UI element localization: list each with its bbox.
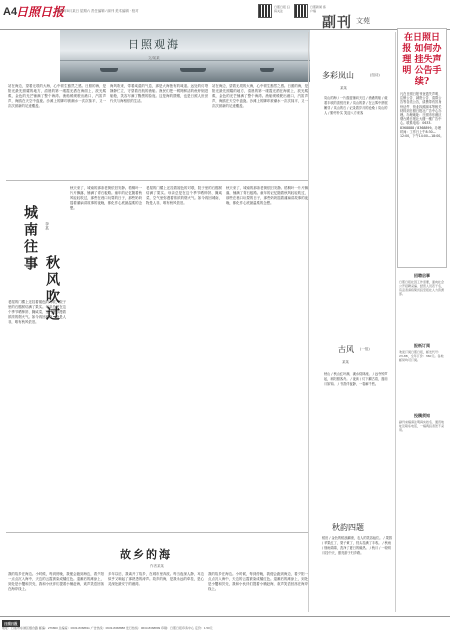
footer: [0, 616, 450, 640]
article-title: 日照观海: [128, 38, 180, 51]
poem-subtitle: (一组): [360, 347, 370, 351]
footer-info: 地址：日照市东港区烟台路 邮编：276800 总编室：0633-8368811 广告热线：0633-8368888 发行热线：0633-8368899 印刷：日照日报印务中心 定价：1.50元: [2, 626, 213, 630]
notice-text: 日照日报社因工作需要，面向社会公开招聘采编、经营人员若干名，有意者请将简历投至报社人力资源部。: [399, 280, 445, 296]
divider: [308, 32, 309, 612]
article-body: 我的故乡在海边。小时候，每到傍晚，我便会跑到海边，看夕阳一点点沉入海中，天边的云霞被染成橘红色。退潮后的滩涂上，到处是小蟹和贝壳，我和小伙伴们提着小桶赶海，欢声笑语回荡在海岸线上。: [208, 572, 308, 591]
article-body: 海风吹来，带着咸湿的气息，那是大海独有的味道。远处的灯塔静静伫立，守望着归航的渔船。渔民们把一网网鲜活的鱼虾倒进船舱，笑容写满了黝黑的脸庞。这是海的馈赠，也是日照人世世代代与海相依的生活。: [110, 84, 208, 103]
sea-photo: [60, 30, 310, 82]
poem-title: 古风: [338, 345, 354, 354]
qr-code-icon: [294, 4, 308, 18]
poem-subtitle: (组诗): [370, 73, 380, 77]
article-body: 多年以后，我离开了故乡，在城市里奔波。每当夜深人静，耳边似乎又响起了那熟悉的涛声。故乡的海，是我永远的牵挂，是心灵深处最安宁的港湾。: [108, 572, 204, 586]
divider: [6, 180, 308, 181]
article-body: 秋天来了，城南的那条老街依旧安静。梧桐叶一片片飘落，铺满了青石板路。童年的记忆随着秋风轻轻吹过，那些在巷口玩耍的日子，那些奶奶摇着蒲扇讲故事的夜晚，都化作心底最温柔的念想。: [70, 186, 142, 210]
qr-label: 日照日报 扫码关注: [274, 5, 290, 13]
notice-text: 欢迎订阅日照日报，邮发代号：23-88，全年订价：360元。各地邮局均可订阅。: [399, 350, 444, 362]
poem-title: 多彩岚山: [322, 71, 354, 80]
poem-column: [310, 30, 396, 600]
article-body: 老屋的门楣上还挂着褪色的对联，院子里的石榴树结满了果实。母亲总是在这个季节晒柿饼、腌咸菜，空气里弥漫着浓浓的烟火气。如今再回城南，物是人非，唯有秋风依旧。: [8, 300, 66, 324]
poem-author: 某某: [342, 360, 349, 364]
paper-name: 日照日报: [16, 5, 65, 19]
notice-title: 招聘启事: [414, 273, 430, 278]
article-author: 文/某某: [148, 56, 160, 60]
page-number: A4: [3, 6, 18, 18]
ad-headline: 在日照日报 如何办理 挂失声明 公告手续?: [398, 29, 446, 90]
poem-body: 稻田 / 金色的稻浪翻滚，农人的笑容灿烂。 / 果园 / 苹果红了，梨子黄了，枝头挂满了丰收。 / 秋雨 / 细雨绵绵，洗净了夏日的燥热。 / 秋月 / 一轮明月挂中天，照亮游子归乡路。: [322, 536, 392, 555]
article-body: 秋天来了，城南的那条老街依旧安静。梧桐叶一片片飘落，铺满了青石板路。童年的记忆随着秋风轻轻吹过，那些在巷口玩耍的日子，那些奶奶摇着蒲扇讲故事的夜晚，都化作心底最温柔的念想。: [226, 186, 308, 205]
article-body: 站在海边，望着无垠的大海，心中顿生豁然之感。日照的海，是阳光最先照耀的地方，清晨的第一缕霞光洒在海面上，波光粼粼，金色的光芒铺满了整个海湾。渔船缓缓驶出港口，汽笛声声，海鸥在天空中盘旋。沙滩上的脚印被潮水一次次抹平，又一次次被新的足迹覆盖。: [8, 84, 106, 108]
article-title: 城南往事: [22, 205, 38, 273]
qr-label: 日照新闻 客户端: [310, 5, 326, 13]
article-body: 我的故乡在海边。小时候，每到傍晚，我便会跑到海边，看夕阳一点点沉入海中，天边的云霞被染成橘红色。退潮后的滩涂上，到处是小蟹和贝壳，我和小伙伴们提着小桶赶海，欢声笑语回荡在海岸线上。: [8, 572, 104, 591]
poem-title: 秋韵四题: [332, 523, 364, 532]
article-author: 李某: [45, 222, 50, 230]
notice-ad: [397, 28, 447, 268]
issue-meta: 2024年8月某日 星期六 责任编辑 / 副刊 美术编辑 · 校对: [56, 9, 139, 13]
ad-body: 凡在日照日报刊登遗失声明、注销公告、减资公告、清算公告等各类公告，请携带有效身份证件、营业执照副本等相关材料到日照日报社广告中心办理。办理地址：日照市东港区烟台路日报社大楼一楼广告中心。联系电话：0633-8368888 / 8368899。办理时间：工作日上午8:30—12:00，下午14:00—18:00。: [400, 92, 444, 139]
article-title: 故乡的海: [120, 548, 172, 561]
article-body: 站在海边，望着无垠的大海，心中顿生豁然之感。日照的海，是阳光最先照耀的地方，清晨的第一缕霞光洒在海面上，波光粼粼，金色的光芒铺满了整个海湾。渔船缓缓驶出港口，汽笛声声，海鸥在天空中盘旋。沙滩上的脚印被潮水一次次抹平，又一次次被新的足迹覆盖。: [212, 84, 308, 108]
qr-code-icon: [258, 4, 272, 18]
notice-title: 报纸订阅: [414, 343, 430, 348]
side-notices: [397, 270, 447, 600]
article-author: 作者某某: [150, 564, 164, 568]
poem-body: 秋山 / 秋山红叶满，溪水绕林流。 / 远寺钟声起，斜阳照客舟。 / 夜读 / 灯下翻古卷，窗前月如钩。 / 书香伴夜静，一卷解千愁。: [324, 372, 388, 386]
section-subtitle: 文苑: [356, 17, 370, 25]
divider: [6, 532, 308, 533]
notice-text: 副刊来稿请注明真实姓名、通讯地址及联系电话，一稿两投者恕不采用。: [399, 420, 445, 432]
section-title: 副刊: [322, 15, 352, 31]
poem-body: 岚山的海 / 一片蔚蓝铺向天边 / 渔港的船 / 载着丰收的喜悦归来 / 岚山的茶 / 在云雾中舒展嫩芽 / 岚山的石 / 记录着岁月的沧桑 / 岚山的人 / 勤劳朴实 笑迎八方来客: [324, 96, 388, 115]
footer-tag: 日照日报: [4, 622, 18, 626]
article-title: 秋风吹过: [44, 255, 60, 323]
notice-title: 投稿须知: [414, 413, 430, 418]
masthead: [0, 0, 450, 30]
poem-author: 某某: [340, 86, 347, 90]
article-body: 老屋的门楣上还挂着褪色的对联，院子里的石榴树结满了果实。母亲总是在这个季节晒柿饼、腌咸菜，空气里弥漫着浓浓的烟火气。如今再回城南，物是人非，唯有秋风依旧。: [146, 186, 222, 205]
